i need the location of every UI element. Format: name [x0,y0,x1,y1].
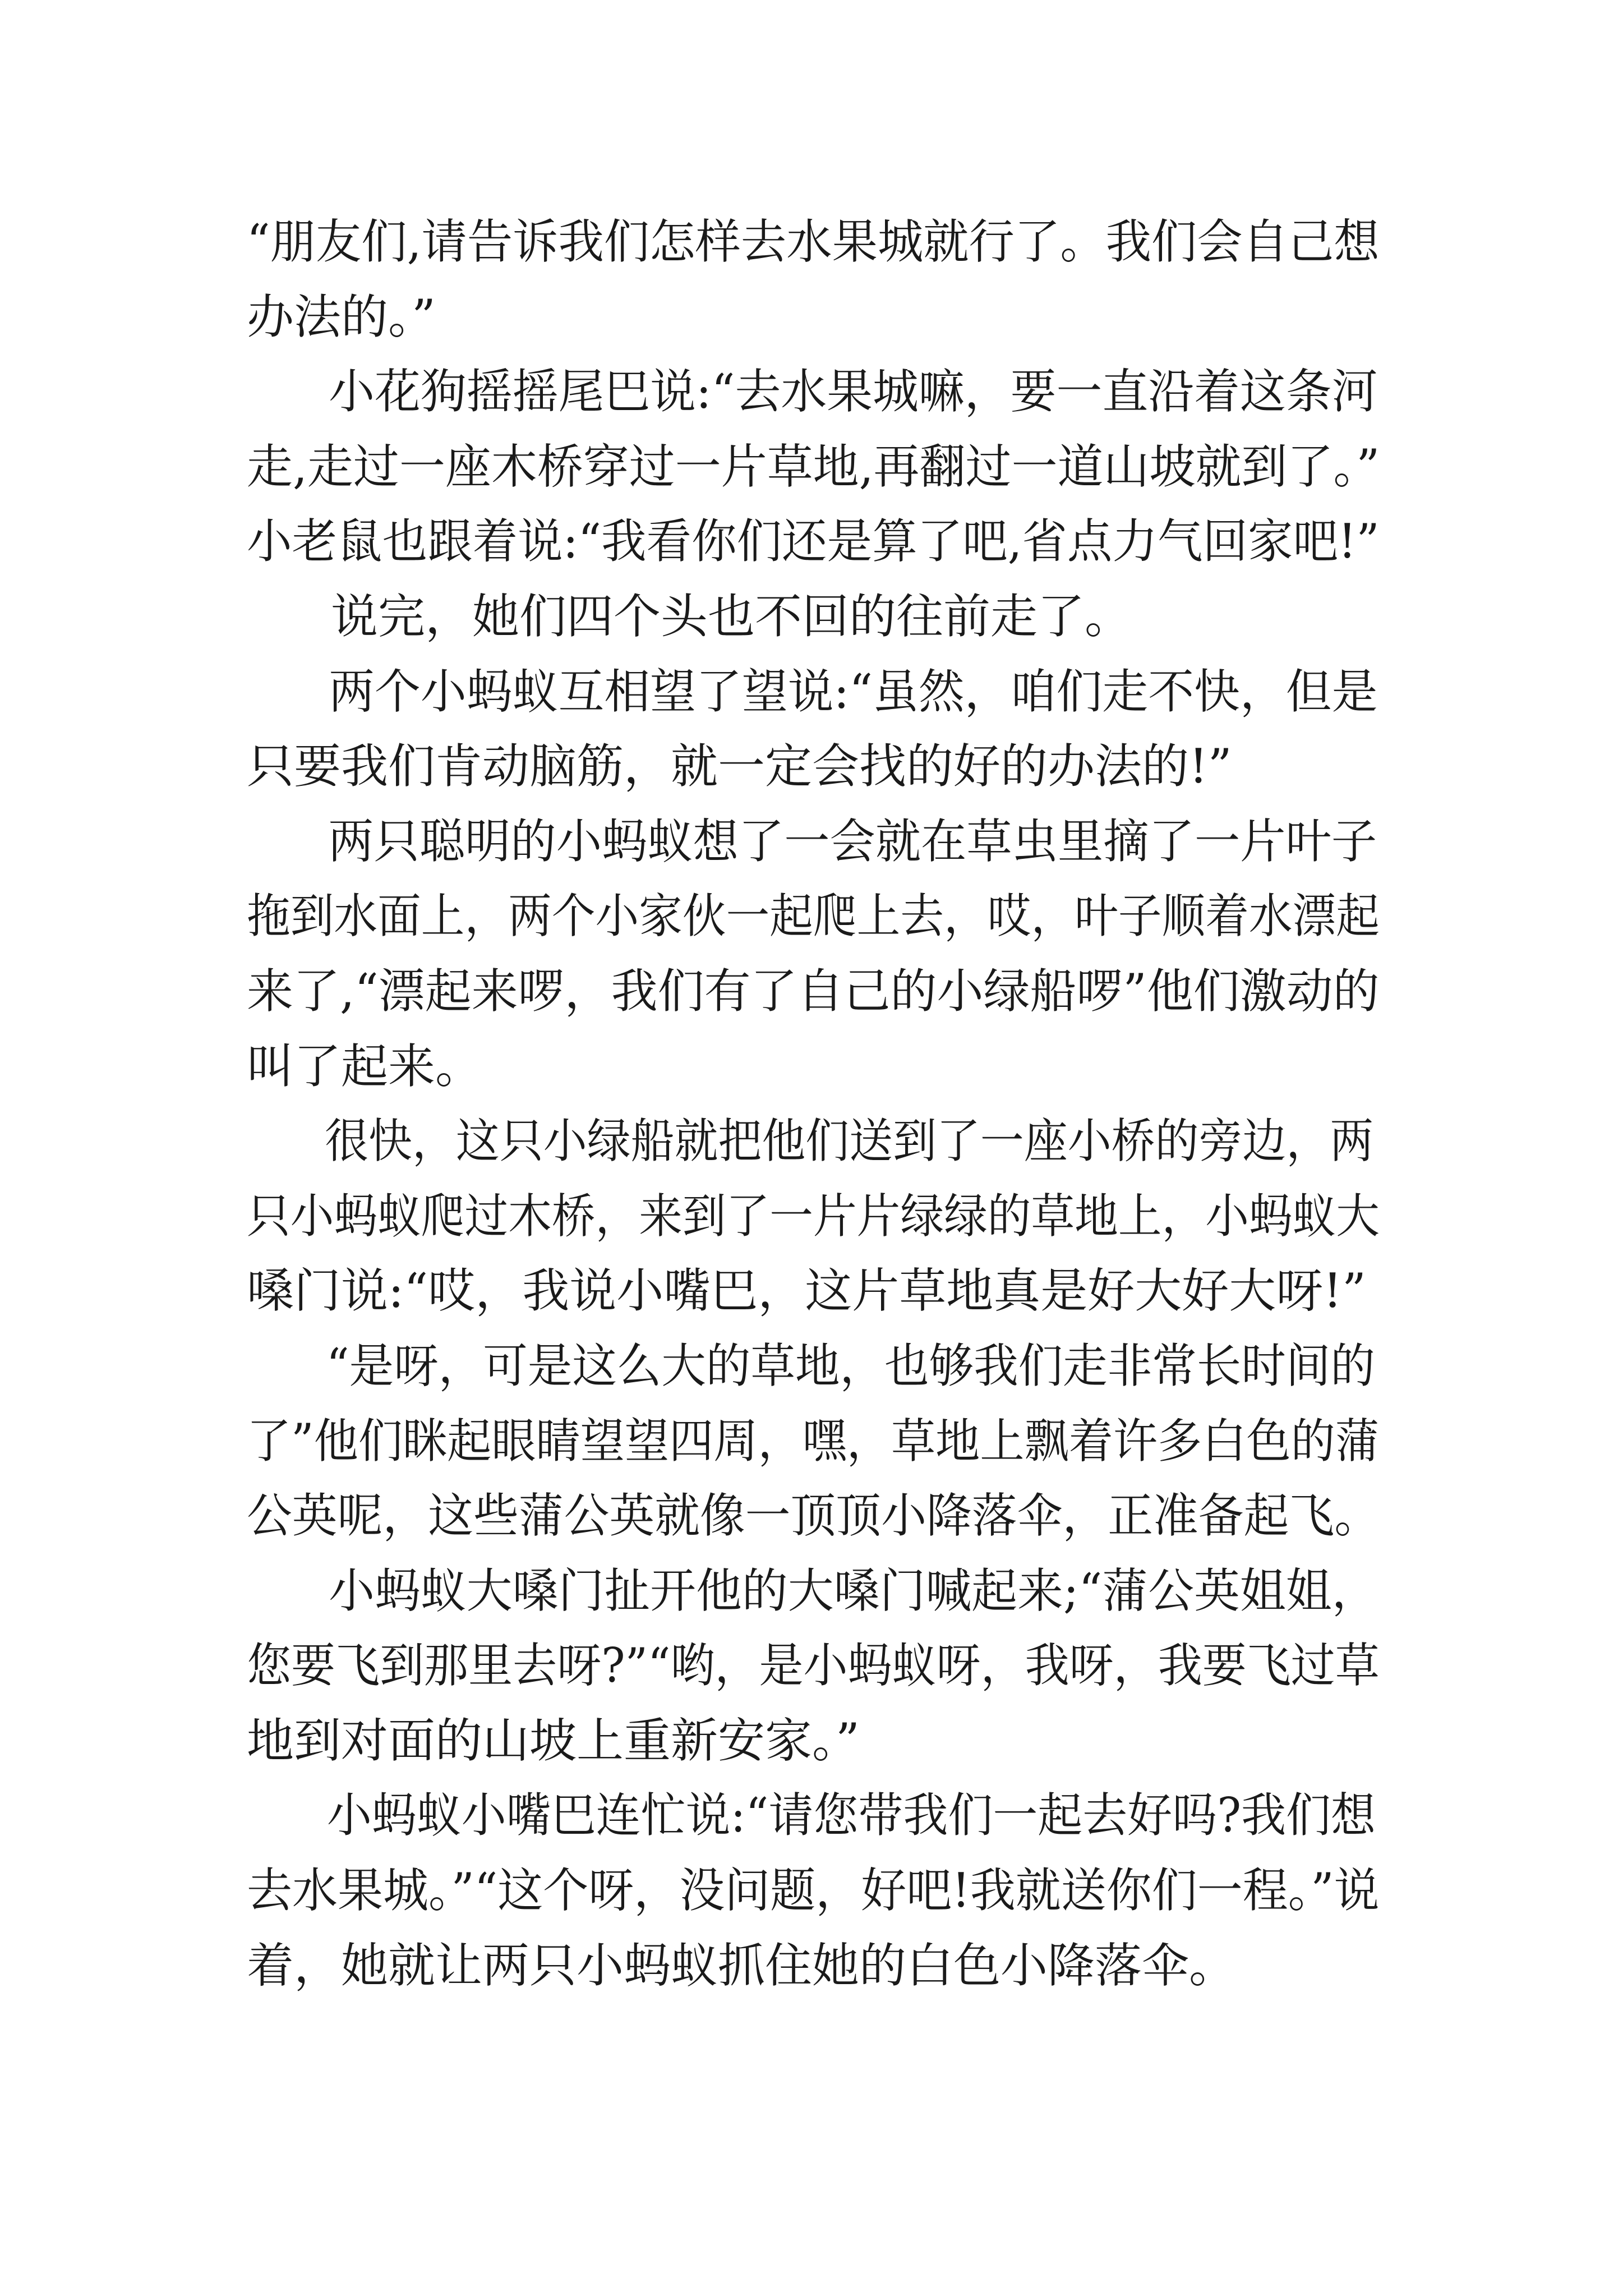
text-line: 办法的。” [247,289,436,344]
text-line: 公英呢，这些蒲公英就像一顶顶小降落伞，正准备起飞。 [247,1488,1380,1544]
text-line: 很快，这只小绿船就把他们送到了一座小桥的旁边，两 [325,1114,1374,1169]
text-line: 拖到水面上，两个小家伙一起爬上去，哎，叶子顺着水漂起 [247,889,1380,944]
text-line: 两个小蚂蚁互相望了望说:“虽然，咱们走不快，但是 [329,664,1378,719]
text-line: 了”他们眯起眼睛望望四周，嘿，草地上飘着许多白色的蒲 [247,1413,1380,1469]
text-line: 小老鼠也跟着说:“我看你们还是算了吧,省点力气回家吧!” [247,514,1380,569]
text-line: 走,走过一座木桥穿过一片草地,再翻过一道山坡就到了。” [247,439,1380,494]
text-line: 您要飞到那里去呀?”“哟，是小蚂蚁呀，我呀，我要飞过草 [247,1638,1380,1694]
text-line: 着，她就让两只小蚂蚁抓住她的白色小降落伞。 [247,1938,1237,1993]
text-line: 小蚂蚁小嘴巴连忙说:“请您带我们一起去好吗?我们想 [326,1788,1376,1843]
text-line: “是呀，可是这么大的草地，也够我们走非常长时间的 [326,1338,1375,1393]
text-line: 只要我们肯动脑筋，就一定会找的好的办法的!” [247,739,1232,794]
text-line: 小蚂蚁大嗓门扯开他的大嗓门喊起来;“蒲公英姐姐， [329,1563,1378,1618]
text-line: 说完，她们四个头也不回的往前走了。 [331,588,1132,644]
text-line: 小花狗摇摇尾巴说:“去水果城嘛，要一直沿着这条河 [329,364,1378,420]
text-line: 来了,“漂起来啰，我们有了自己的小绿船啰”他们激动的 [247,963,1380,1019]
text-line: 叫了起来。 [247,1038,483,1094]
text-line: 去水果城。”“这个呀，没问题，好吧!我就送你们一程。”说 [247,1863,1380,1918]
text-line: 两只聪明的小蚂蚁想了一会就在草虫里摘了一片叶子 [328,813,1377,869]
text-line: 嗓门说:“哎，我说小嘴巴，这片草地真是好大好大呀!” [247,1263,1366,1319]
story-text [247,205,1380,2003]
text-line: 地到对面的山坡上重新安家。” [247,1713,860,1768]
text-line: 只小蚂蚁爬过木桥，来到了一片片绿绿的草地上，小蚂蚁大 [247,1188,1380,1244]
text-line: “朋友们,请告诉我们怎样去水果城就行了。我们会自己想 [247,214,1380,269]
